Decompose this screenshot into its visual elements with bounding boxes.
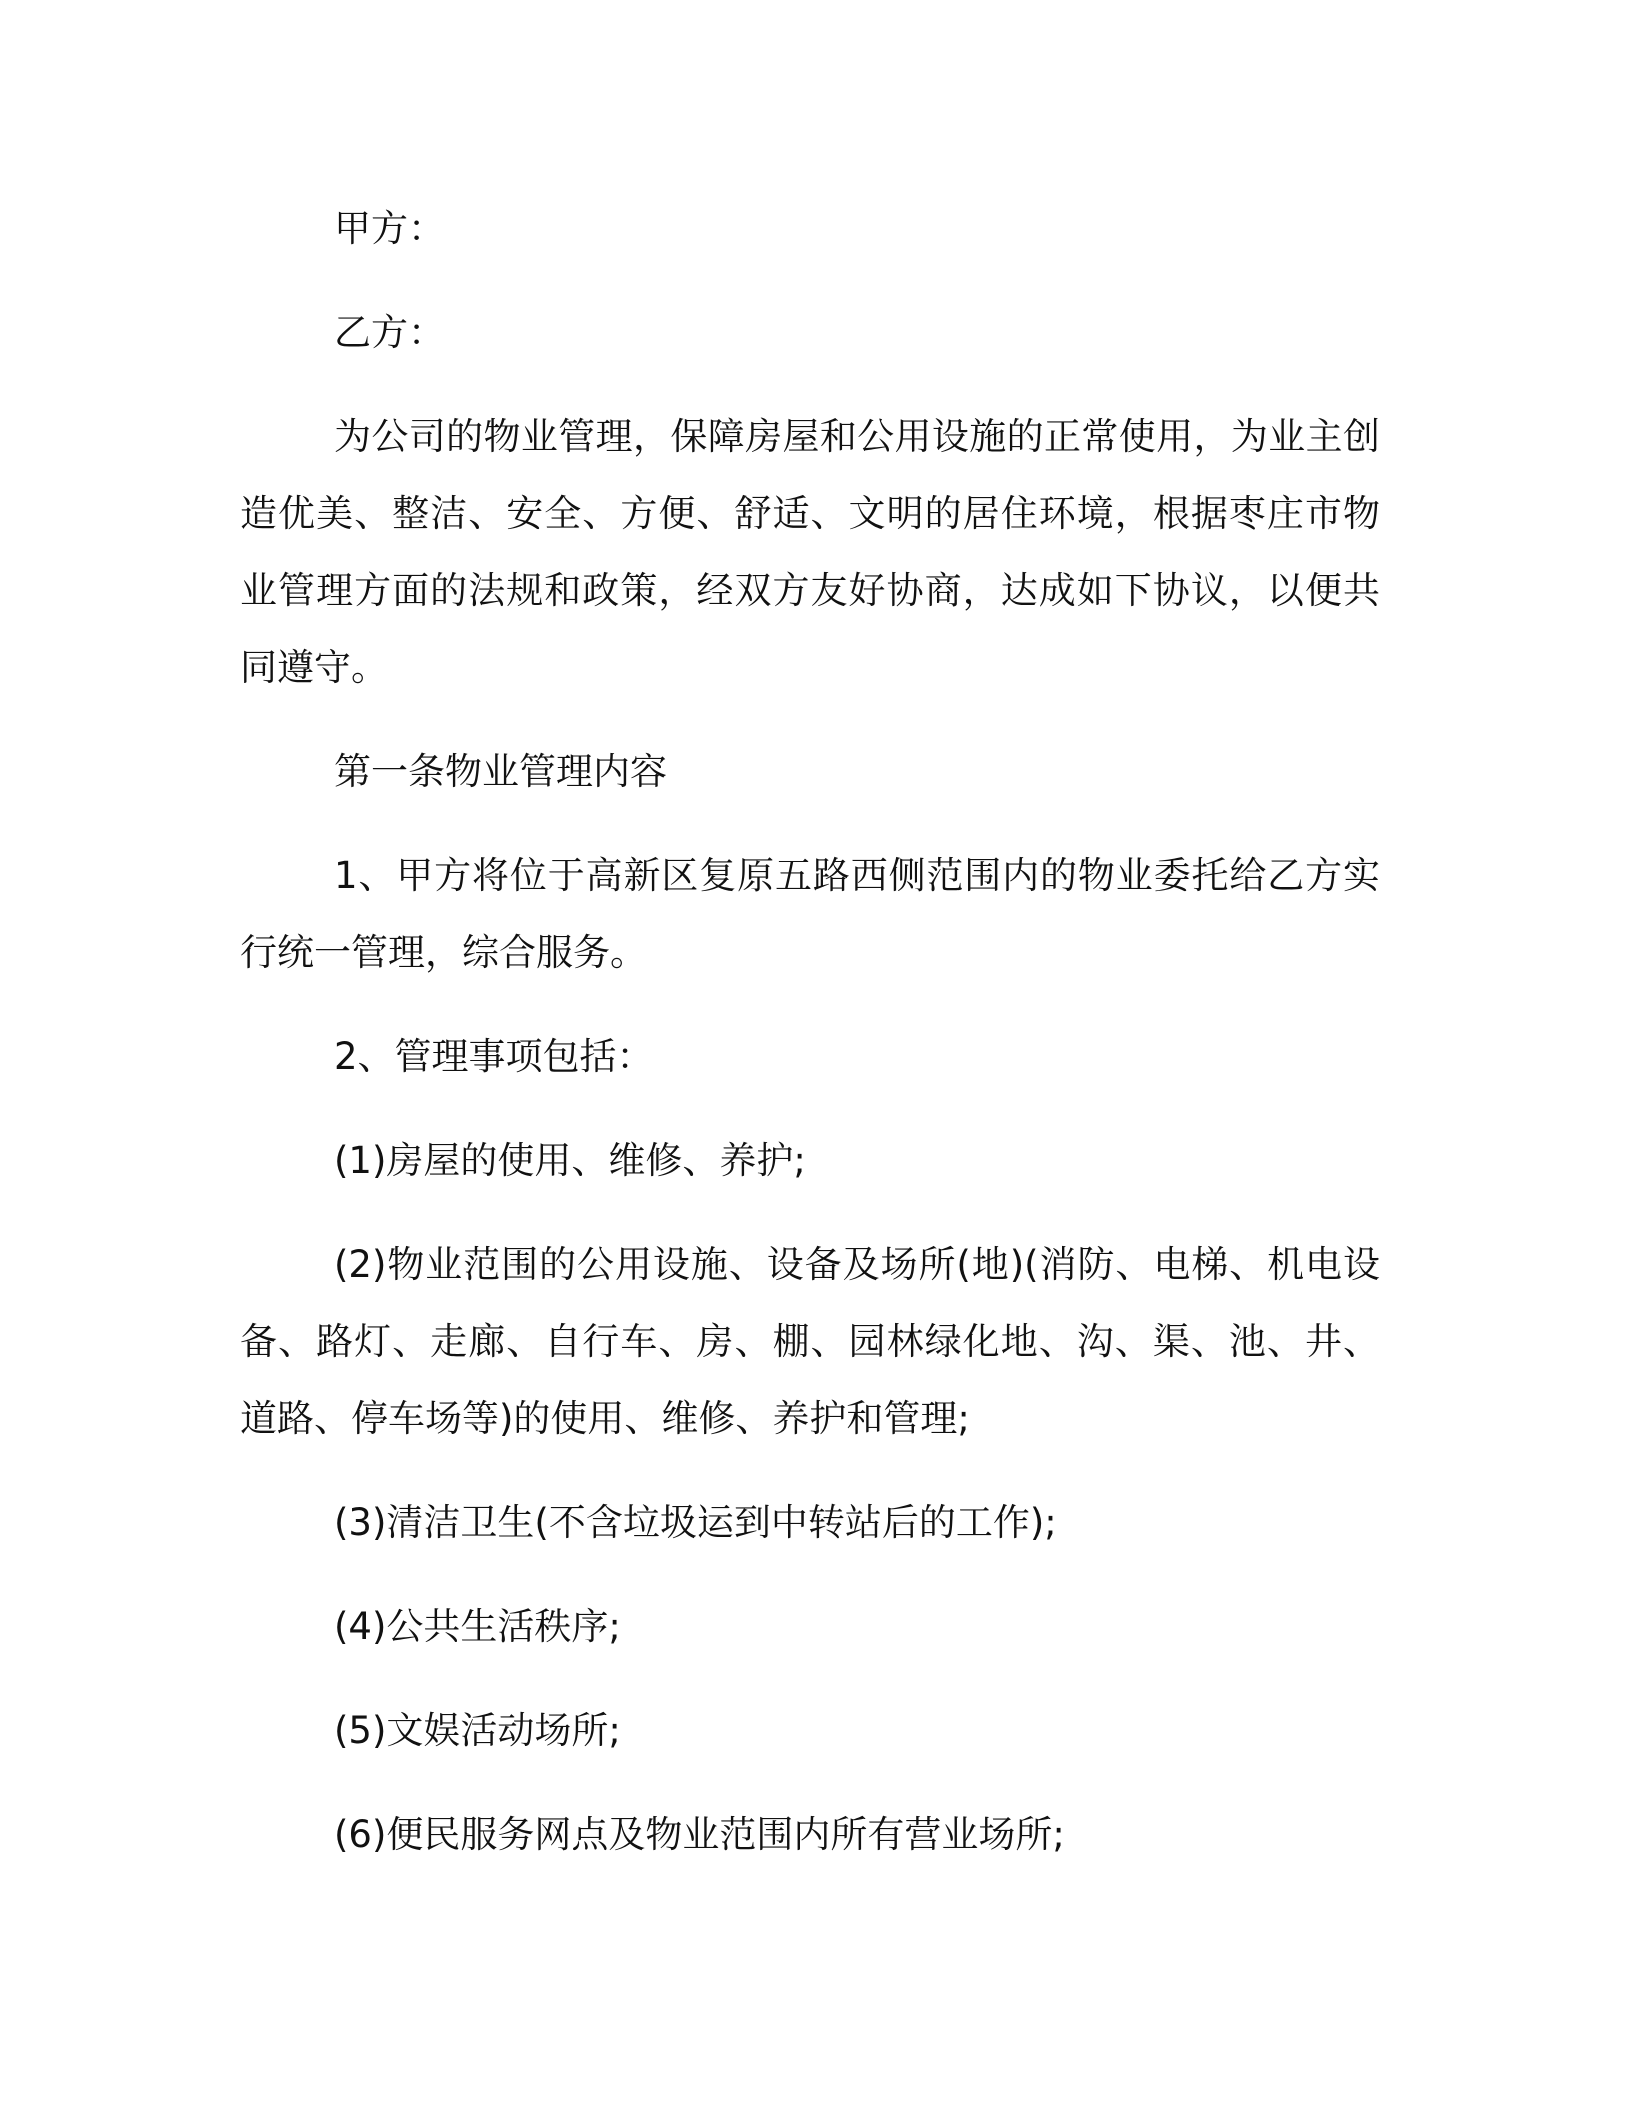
article-1-title: 第一条物业管理内容 (334, 750, 667, 793)
party-a-line: 甲方： (334, 207, 445, 250)
sub-item-1: (1)房屋的使用、维修、养护; (334, 1139, 806, 1182)
sub-item-6: (6)便民服务网点及物业范围内所有营业场所; (334, 1813, 1065, 1856)
document-body (240, 190, 1380, 1900)
item-1-paragraph: 1、甲方将位于高新区复原五路西侧范围内的物业委托给乙方实行统一管理，综合服务。 (240, 854, 1380, 974)
sub-item-3: (3)清洁卫生(不含垃圾运到中转站后的工作); (334, 1501, 1057, 1544)
party-b-line: 乙方： (334, 311, 445, 354)
intro-paragraph: 为公司的物业管理，保障房屋和公用设施的正常使用，为业主创造优美、整洁、安全、方便、舒适、文明的居住环境，根据枣庄市物业管理方面的法规和政策，经双方友好协商，达成如下协议，以便共同遵守。 (240, 415, 1380, 689)
sub-item-5: (5)文娱活动场所; (334, 1709, 621, 1752)
item-2-paragraph: 2、管理事项包括： (334, 1035, 654, 1078)
sub-item-2: (2)物业范围的公用设施、设备及场所(地)(消防、电梯、机电设备、路灯、走廊、自行车、房、棚、园林绿化地、沟、渠、池、井、道路、停车场等)的使用、维修、养护和管理; (240, 1243, 1380, 1440)
sub-item-4: (4)公共生活秩序; (334, 1605, 621, 1648)
